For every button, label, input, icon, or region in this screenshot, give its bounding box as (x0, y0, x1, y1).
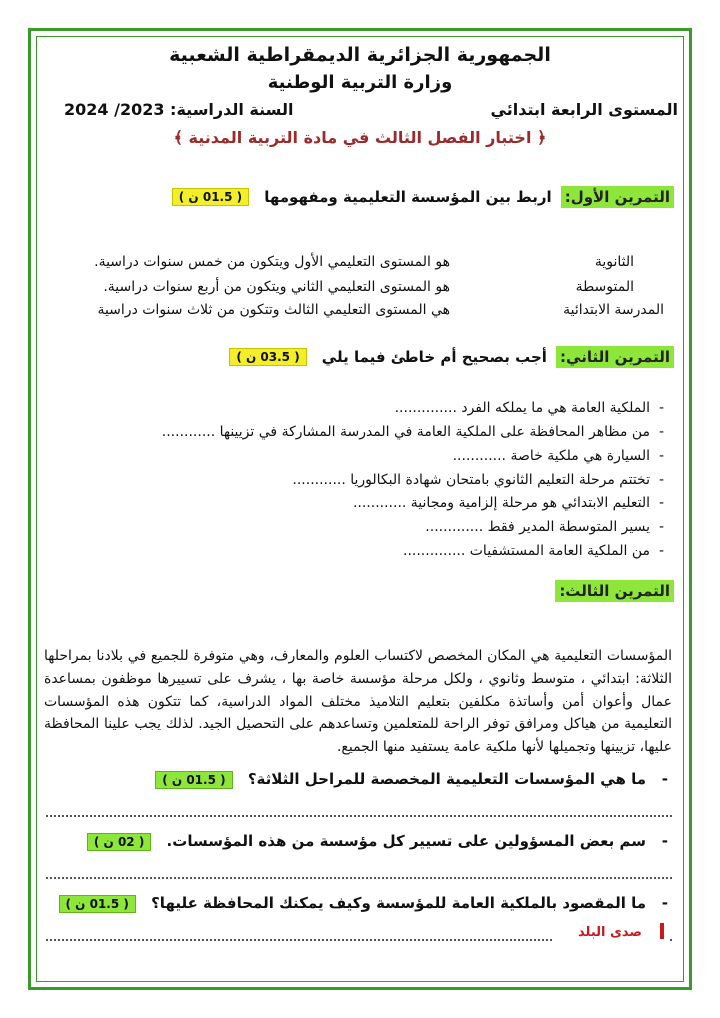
question-2-score: ( 02 ن ) (87, 833, 151, 851)
true-false-item: - السيارة هي ملكية خاصة ............ (452, 448, 664, 464)
exercise1-header (172, 186, 674, 214)
match-term: المتوسطة (575, 279, 634, 295)
match-term: المدرسة الابتدائية (563, 302, 664, 318)
match-definition: هي المستوى التعليمي الثالث وتتكون من ثلاث سنوات دراسية (97, 302, 450, 318)
question-1-score: ( 01.5 ن ) (155, 771, 232, 789)
grade-level: المستوى الرابعة ابتدائي (490, 100, 678, 119)
match-term: الثانوية (594, 254, 634, 270)
exercise1-instruction: اربط بين المؤسسة التعليمية ومفهومها (264, 188, 552, 206)
true-false-item: - التعليم الابتدائي هو مرحلة إلزامية ومجانية ............ (352, 495, 664, 511)
school-year: السنة الدراسية: 2023/ 2024 (64, 100, 294, 119)
exercise1-score: ( 01.5 ن ) (172, 188, 249, 206)
true-false-item: - الملكية العامة هي ما يملكه الفرد .............. (394, 400, 664, 416)
question-2-text: سم بعض المسؤولين على تسيير كل مؤسسة من هذه المؤسسات. (166, 832, 646, 850)
exercise2-header (229, 346, 674, 374)
match-definition: هو المستوى التعليمي الأول ويتكون من خمس سنوات دراسية. (94, 254, 450, 270)
question-3: - ما المقصود بالملكية العامة للمؤسسة وكيف يمكنك المحافظة عليها؟ ( 01.5 ن ) (59, 894, 669, 913)
true-false-item: - يسير المتوسطة المدير فقط ............. (425, 519, 664, 535)
question-1: - ما هي المؤسسات التعليمية المخصصة للمراحل الثلاثة؟ ( 01.5 ن ) (155, 770, 668, 789)
watermark-logo (552, 918, 668, 944)
exercise1-label: التمرين الأول: (561, 186, 674, 208)
ministry-title: وزارة التربية الوطنية (267, 72, 453, 93)
question-3-score: ( 01.5 ن ) (59, 895, 136, 913)
meta-row (64, 100, 678, 126)
true-false-item: - من الملكية العامة المستشفيات .............. (403, 543, 664, 559)
watermark-text: صدى البلد (578, 925, 642, 940)
reading-paragraph: المؤسسات التعليمية هي المكان المخصص لاكتساب العلوم والمعارف، وهي متوفرة للجميع في بلادنا بمراحلها الثلاثة: ابتدائي ، متوسط وثانوي ، ولكل مرحلة مؤسسة خاصة بها ، يشرف على تسييرها موظفون بمساعدة عمال وأعوان أمن وأساتذة مكلفين بتعليم التلاميذ مختلف المواد الدراسية، كما تتكون هذه المؤسسات التعليمية من هياكل ومرافق توفر الراحة للمتعلمين وتساعدهم على التحصيل الجيد. لذلك يجب علينا المحافظة عليها، تزيينها وتجميلها لأنها ملكية عامة يستفيد منها الجميع. (44, 648, 672, 756)
exercise2-score: ( 03.5 ن ) (229, 348, 306, 366)
question-2: - سم بعض المسؤولين على تسيير كل مؤسسة من هذه المؤسسات. ( 02 ن ) (87, 832, 668, 851)
question-3-text: ما المقصود بالملكية العامة للمؤسسة وكيف يمكنك المحافظة عليها؟ (151, 894, 646, 912)
exercise3-header (555, 580, 674, 608)
answer-line (46, 815, 672, 817)
true-false-item: - من مظاهر المحافظة على الملكية العامة في المدرسة المشاركة في تزيينها ............ (161, 424, 664, 440)
exercise2-label: التمرين الثاني: (556, 346, 674, 368)
match-definition: هو المستوى التعليمي الثاني ويتكون من أربع سنوات دراسية. (103, 279, 450, 295)
question-1-text: ما هي المؤسسات التعليمية المخصصة للمراحل الثلاثة؟ (247, 770, 646, 788)
exercise2-instruction: أجب بصحيح أم خاطئ فيما يلي (321, 348, 547, 366)
republic-title: الجمهورية الجزائرية الديمقراطية الشعبية (169, 44, 551, 66)
answer-line (46, 877, 672, 879)
exercise3-label: التمرين الثالث: (555, 580, 674, 602)
true-false-item: - تختتم مرحلة التعليم الثانوي بامتحان شهادة البكالوريا ............ (292, 472, 664, 488)
exam-title: ﴿ اختبار الفصل الثالث في مادة التربية المدنية ﴾ (173, 128, 547, 147)
